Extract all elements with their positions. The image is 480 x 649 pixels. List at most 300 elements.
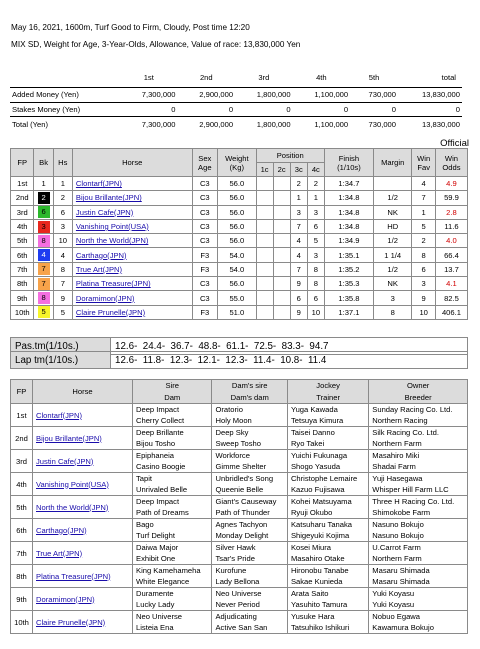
horse-name-link[interactable]: Clontarf(JPN): [75, 179, 122, 189]
win-odds: 4.9: [435, 177, 467, 191]
ped-col-owner: Owner: [369, 380, 468, 392]
dams-sire: Adjudicating: [212, 611, 287, 623]
weight: 56.0: [218, 277, 256, 291]
breeder: Kawamura Bokujo: [369, 622, 468, 634]
prize-money-table: [10, 70, 462, 131]
result-row: [11, 248, 468, 262]
pedigree-body: [11, 404, 468, 634]
win-favorite: 4: [412, 177, 435, 191]
prize-row-label: Stakes Money (Yen): [10, 102, 120, 117]
race-info-line-1: May 16, 2021, 1600m, Turf Good to Firm, Cloudy, Post time 12:20: [11, 23, 250, 32]
col-3c: 3c: [290, 163, 307, 177]
position-c1: [256, 291, 273, 305]
horse-name-link[interactable]: North the World(JPN): [36, 502, 109, 512]
pedigree-table: [10, 379, 468, 634]
dam: Casino Boogie: [133, 461, 212, 473]
horse-number: 10: [53, 234, 72, 248]
col-1c: 1c: [256, 163, 273, 177]
finish-time: 1:34.8: [324, 219, 373, 233]
sire: Tapit: [133, 473, 212, 485]
position-c3: 9: [290, 305, 307, 319]
trainer: Ryo Takei: [287, 438, 368, 450]
col-4c: 4c: [307, 163, 324, 177]
finish-time: 1:35.3: [324, 277, 373, 291]
bracket-number: [34, 219, 53, 233]
dam: Listeia Ena: [133, 622, 212, 634]
horse-name-link[interactable]: Vanishing Point(USA): [75, 222, 149, 232]
position-c2: [273, 291, 290, 305]
prize-col-header: 3rd: [258, 72, 270, 82]
finish-position: 5th: [11, 234, 34, 248]
finish-position: 4th: [11, 219, 34, 233]
breeder: Northern Racing: [369, 415, 468, 427]
position-c3: 4: [290, 234, 307, 248]
horse-name-link[interactable]: True Art(JPN): [36, 548, 83, 558]
horse-number: 8: [53, 262, 72, 276]
official-label: Official: [440, 138, 469, 149]
position-c1: [256, 219, 273, 233]
dams-dam: Holy Moon: [212, 415, 287, 427]
finish-position: 2nd: [11, 427, 33, 450]
pedigree-row: [11, 542, 468, 554]
position-c4: 6: [307, 291, 324, 305]
owner: Masahiro Miki: [369, 450, 468, 462]
trainer: Ryuji Okubo: [287, 507, 368, 519]
position-c2: [273, 277, 290, 291]
horse-name-link[interactable]: North the World(JPN): [75, 236, 149, 246]
prize-value: 1,100,000: [293, 88, 351, 103]
win-odds: 2.8: [435, 205, 467, 219]
horse-name-link[interactable]: Platina Treasure(JPN): [36, 571, 111, 581]
margin: NK: [373, 277, 411, 291]
sex-age: F3: [192, 262, 218, 276]
horse-name-link[interactable]: Doramimon(JPN): [75, 293, 135, 303]
result-row: [11, 234, 468, 248]
bracket-swatch: 8: [38, 235, 50, 247]
finish-position: 8th: [11, 277, 34, 291]
position-c1: [256, 177, 273, 191]
horse-name-link[interactable]: Carthago(JPN): [75, 250, 127, 260]
weight: 56.0: [218, 219, 256, 233]
win-odds: 11.6: [435, 219, 467, 233]
margin: NK: [373, 205, 411, 219]
finish-time: 1:34.9: [324, 234, 373, 248]
position-c4: 1: [307, 191, 324, 205]
dams-dam: Never Period: [212, 599, 287, 611]
prize-col-header: 4th: [316, 72, 327, 82]
sex-age: C3: [192, 291, 218, 305]
horse-number: 9: [53, 291, 72, 305]
prize-value: 2,900,000: [178, 88, 236, 103]
breeder: Shimokobe Farm: [369, 507, 468, 519]
prize-col-header: 1st: [143, 72, 154, 82]
results-table: [10, 148, 468, 320]
horse-name-link[interactable]: True Art(JPN): [75, 264, 123, 274]
horse-number: 7: [53, 277, 72, 291]
finish-position: 3rd: [11, 205, 34, 219]
win-favorite: 5: [412, 219, 435, 233]
col-margin: Margin: [373, 149, 411, 177]
position-c2: [273, 177, 290, 191]
ped-col-dam: Dam: [133, 392, 212, 404]
col-win-odds: Win Odds: [435, 149, 467, 177]
breeder: Northern Farm: [369, 438, 468, 450]
result-row: [11, 219, 468, 233]
position-c3: 7: [290, 262, 307, 276]
owner: U.Carrot Farm: [369, 542, 468, 554]
col-win-fav: Win Fav: [412, 149, 435, 177]
position-c2: [273, 205, 290, 219]
breeder: Masaru Shimada: [369, 576, 468, 588]
breeder: Shadai Farm: [369, 461, 468, 473]
result-row: [11, 205, 468, 219]
pedigree-row: [11, 496, 468, 508]
horse-number: 1: [53, 177, 72, 191]
position-c3: 9: [290, 277, 307, 291]
win-favorite: 2: [412, 234, 435, 248]
owner: Three H Racing Co. Ltd.: [369, 496, 468, 508]
dams-sire: Kurofune: [212, 565, 287, 577]
win-favorite: 7: [412, 191, 435, 205]
breeder: Nasuno Bokujo: [369, 530, 468, 542]
prize-value: 7,300,000: [120, 88, 178, 103]
finish-position: 1st: [11, 177, 34, 191]
col-finish: Finish (1/10s): [324, 149, 373, 177]
sire: Deep Impact: [133, 496, 212, 508]
dam: Lucky Lady: [133, 599, 212, 611]
bracket-swatch: 7: [38, 263, 50, 275]
prize-value: 1,800,000: [235, 117, 293, 132]
dam: Exhibit One: [133, 553, 212, 565]
col-hs: Hs: [53, 149, 72, 177]
finish-position: 4th: [11, 473, 33, 496]
position-c4: 8: [307, 262, 324, 276]
position-c2: [273, 262, 290, 276]
jockey: Kohei Matsuyama: [287, 496, 368, 508]
position-c1: [256, 248, 273, 262]
ped-col-fp: FP: [11, 380, 33, 404]
col-horse: Horse: [72, 149, 192, 177]
win-favorite: 8: [412, 248, 435, 262]
horse-name-link[interactable]: Justin Cafe(JPN): [36, 456, 94, 466]
dam: Unrivaled Belle: [133, 484, 212, 496]
position-c2: [273, 219, 290, 233]
owner: Sunday Racing Co. Ltd.: [369, 404, 468, 416]
position-c2: [273, 191, 290, 205]
prize-value: 0: [120, 102, 178, 117]
horse-name-link[interactable]: Bijou Brillante(JPN): [36, 433, 102, 443]
finish-position: 6th: [11, 248, 34, 262]
win-odds: 4.1: [435, 277, 467, 291]
trainer: Shogo Yasuda: [287, 461, 368, 473]
margin: 3: [373, 291, 411, 305]
prize-col-header: total: [441, 72, 456, 82]
bracket-swatch: 6: [38, 206, 50, 218]
ped-col-dams-dam: Dam's dam: [212, 392, 287, 404]
lap-time-values: 12.6- 11.8- 12.3- 12.1- 12.3- 11.4- 10.8- 11.4: [111, 352, 468, 369]
position-c3: 4: [290, 248, 307, 262]
dams-dam: Path of Thunder: [212, 507, 287, 519]
trainer: Kazuo Fujisawa: [287, 484, 368, 496]
win-odds: 82.5: [435, 291, 467, 305]
lap-time-label: Lap tm(1/10s.): [11, 352, 111, 369]
sire: Bago: [133, 519, 212, 531]
bracket-swatch: 8: [38, 292, 50, 304]
passing-time-label: Pas.tm(1/10s.): [11, 338, 111, 355]
position-c4: 8: [307, 277, 324, 291]
horse-number: 4: [53, 248, 72, 262]
dams-dam: Gimme Shelter: [212, 461, 287, 473]
sire: Daiwa Major: [133, 542, 212, 554]
dam: Cherry Collect: [133, 415, 212, 427]
win-favorite: 9: [412, 291, 435, 305]
pedigree-row: [11, 611, 468, 623]
horse-name-link[interactable]: Clontarf(JPN): [36, 410, 82, 420]
result-row: [11, 191, 468, 205]
trainer: Tetsuya Kimura: [287, 415, 368, 427]
dams-dam: Monday Delight: [212, 530, 287, 542]
position-c3: 2: [290, 177, 307, 191]
sex-age: C3: [192, 277, 218, 291]
bracket-swatch: 3: [38, 221, 50, 233]
weight: 55.0: [218, 291, 256, 305]
position-c1: [256, 305, 273, 319]
dams-sire: Oratorio: [212, 404, 287, 416]
position-c2: [273, 305, 290, 319]
horse-name-link[interactable]: Doramimon(JPN): [36, 594, 95, 604]
win-favorite: 10: [412, 305, 435, 319]
position-c1: [256, 191, 273, 205]
finish-position: 1st: [11, 404, 33, 427]
horse-name-link[interactable]: Platina Treasure(JPN): [75, 279, 151, 289]
breeder: Whisper Hill Farm LLC: [369, 484, 468, 496]
margin: 1 1/4: [373, 248, 411, 262]
weight: 54.0: [218, 262, 256, 276]
prize-row-label: Added Money (Yen): [10, 88, 120, 103]
pedigree-row: [11, 588, 468, 600]
dam: Path of Dreams: [133, 507, 212, 519]
finish-position: 10th: [11, 611, 33, 634]
horse-name-link[interactable]: Claire Prunelle(JPN): [36, 617, 106, 627]
bracket-number: [34, 177, 53, 191]
prize-value: 730,000: [350, 88, 398, 103]
trainer: Sakae Kunieda: [287, 576, 368, 588]
position-c2: [273, 248, 290, 262]
dams-dam: Sweep Tosho: [212, 438, 287, 450]
prize-row: [10, 88, 462, 103]
breeder: Northern Farm: [369, 553, 468, 565]
finish-time: 1:35.1: [324, 248, 373, 262]
win-favorite: 3: [412, 277, 435, 291]
trainer: Masahiro Otake: [287, 553, 368, 565]
finish-position: 10th: [11, 305, 34, 319]
result-row: [11, 305, 468, 319]
margin: [373, 177, 411, 191]
dams-sire: Giant's Causeway: [212, 496, 287, 508]
dam: Turf Delight: [133, 530, 212, 542]
finish-position: 9th: [11, 588, 33, 611]
margin: 1/2: [373, 234, 411, 248]
prize-value: 0: [178, 102, 236, 117]
dams-sire: Deep Sky: [212, 427, 287, 439]
finish-position: 7th: [11, 262, 34, 276]
margin: 8: [373, 305, 411, 319]
position-c3: 6: [290, 291, 307, 305]
finish-position: 7th: [11, 542, 33, 565]
prize-col-header: 2nd: [199, 72, 213, 82]
dams-sire: Workforce: [212, 450, 287, 462]
col-sex-age: Sex Age: [192, 149, 218, 177]
dams-dam: Active San San: [212, 622, 287, 634]
col-fp: FP: [11, 149, 34, 177]
weight: 54.0: [218, 248, 256, 262]
position-c4: 5: [307, 234, 324, 248]
bracket-number: [34, 291, 53, 305]
finish-time: 1:34.8: [324, 205, 373, 219]
prize-value: 0: [235, 102, 293, 117]
finish-time: 1:37.1: [324, 305, 373, 319]
horse-name-link[interactable]: Claire Prunelle(JPN): [75, 307, 146, 317]
owner: Masaru Shimada: [369, 565, 468, 577]
margin: HD: [373, 219, 411, 233]
position-c1: [256, 205, 273, 219]
pedigree-header-row: [11, 380, 468, 392]
ped-col-sire: Sire: [133, 380, 212, 392]
result-row: [11, 291, 468, 305]
bracket-number: [34, 277, 53, 291]
jockey: Hironobu Tanabe: [287, 565, 368, 577]
jockey: Yuga Kawada: [287, 404, 368, 416]
sire: Neo Universe: [133, 611, 212, 623]
position-c3: 1: [290, 191, 307, 205]
prize-value: 0: [398, 102, 462, 117]
bracket-number: [34, 305, 53, 319]
jockey: Kosei Miura: [287, 542, 368, 554]
trainer: Yasuhito Tamura: [287, 599, 368, 611]
sire: Epiphaneia: [133, 450, 212, 462]
weight: 51.0: [218, 305, 256, 319]
prize-row: [10, 102, 462, 117]
owner: Nasuno Bokujo: [369, 519, 468, 531]
prize-value: 13,830,000: [398, 117, 462, 132]
ped-col-trainer: Trainer: [287, 392, 368, 404]
sex-age: C3: [192, 191, 218, 205]
ped-col-horse: Horse: [33, 380, 133, 404]
pedigree-row: [11, 450, 468, 462]
finish-position: 8th: [11, 565, 33, 588]
bracket-swatch: 5: [38, 306, 50, 318]
sex-age: F3: [192, 305, 218, 319]
prize-row-label: Total (Yen): [10, 117, 120, 132]
pedigree-row: [11, 519, 468, 531]
win-odds: 66.4: [435, 248, 467, 262]
prize-value: 7,300,000: [120, 117, 178, 132]
win-odds: 59.9: [435, 191, 467, 205]
bracket-number: [34, 191, 53, 205]
owner: Yuji Hasegawa: [369, 473, 468, 485]
jockey: Arata Saito: [287, 588, 368, 600]
sex-age: C3: [192, 219, 218, 233]
dams-dam: Queenie Belle: [212, 484, 287, 496]
horse-number: 2: [53, 191, 72, 205]
lap-time-table: [10, 351, 468, 369]
ped-col-jockey: Jockey: [287, 380, 368, 392]
position-c4: 3: [307, 205, 324, 219]
jockey: Christophe Lemaire: [287, 473, 368, 485]
dams-dam: Lady Bellona: [212, 576, 287, 588]
win-favorite: 6: [412, 262, 435, 276]
prize-value: 0: [293, 102, 351, 117]
sire: Deep Impact: [133, 404, 212, 416]
position-c3: 3: [290, 205, 307, 219]
position-c1: [256, 234, 273, 248]
result-row: [11, 177, 468, 191]
sire: King Kamehameha: [133, 565, 212, 577]
result-row: [11, 262, 468, 276]
prize-value: 1,100,000: [293, 117, 351, 132]
pedigree-row: [11, 473, 468, 485]
results-body: [11, 177, 468, 320]
bracket-number: [34, 248, 53, 262]
sire: Deep Brillante: [133, 427, 212, 439]
prize-value: 13,830,000: [398, 88, 462, 103]
weight: 56.0: [218, 191, 256, 205]
sex-age: C3: [192, 177, 218, 191]
dams-sire: Agnes Tachyon: [212, 519, 287, 531]
dams-dam: Tsar's Pride: [212, 553, 287, 565]
prize-row: [10, 117, 462, 132]
breeder: Yuki Koyasu: [369, 599, 468, 611]
pedigree-row: [11, 565, 468, 577]
jockey: Taisei Danno: [287, 427, 368, 439]
position-c4: 3: [307, 248, 324, 262]
bracket-swatch: 1: [38, 178, 50, 190]
dams-sire: Unbridled's Song: [212, 473, 287, 485]
finish-time: 1:34.7: [324, 177, 373, 191]
sex-age: F3: [192, 248, 218, 262]
horse-name-link[interactable]: Vanishing Point(USA): [36, 479, 109, 489]
bracket-number: [34, 262, 53, 276]
jockey: Yusuke Hara: [287, 611, 368, 623]
position-c2: [273, 234, 290, 248]
bracket-number: [34, 205, 53, 219]
horse-name-link[interactable]: Justin Cafe(JPN): [75, 207, 134, 217]
prize-value: 730,000: [350, 117, 398, 132]
prize-header-row: [10, 70, 462, 85]
race-info-line-2: MIX SD, Weight for Age, 3-Year-Olds, Allowance, Value of race: 13,830,000 Yen: [11, 40, 301, 49]
ped-col-dams-sire: Dam's sire: [212, 380, 287, 392]
position-c3: 7: [290, 219, 307, 233]
prize-col-header: 5th: [368, 72, 380, 82]
position-c1: [256, 277, 273, 291]
bracket-swatch: 2: [38, 192, 50, 204]
finish-position: 2nd: [11, 191, 34, 205]
owner: Yuki Koyasu: [369, 588, 468, 600]
margin: 1/2: [373, 262, 411, 276]
dam: Bijou Tosho: [133, 438, 212, 450]
jockey: Katsuharu Tanaka: [287, 519, 368, 531]
finish-position: 9th: [11, 291, 34, 305]
ped-col-breeder: Breeder: [369, 392, 468, 404]
position-c4: 10: [307, 305, 324, 319]
position-c4: 6: [307, 219, 324, 233]
weight: 56.0: [218, 234, 256, 248]
horse-number: 5: [53, 305, 72, 319]
col-bk: Bk: [34, 149, 53, 177]
horse-name-link[interactable]: Carthago(JPN): [36, 525, 87, 535]
horse-name-link[interactable]: Bijou Brillante(JPN): [75, 193, 142, 203]
results-header-row: [11, 149, 468, 163]
